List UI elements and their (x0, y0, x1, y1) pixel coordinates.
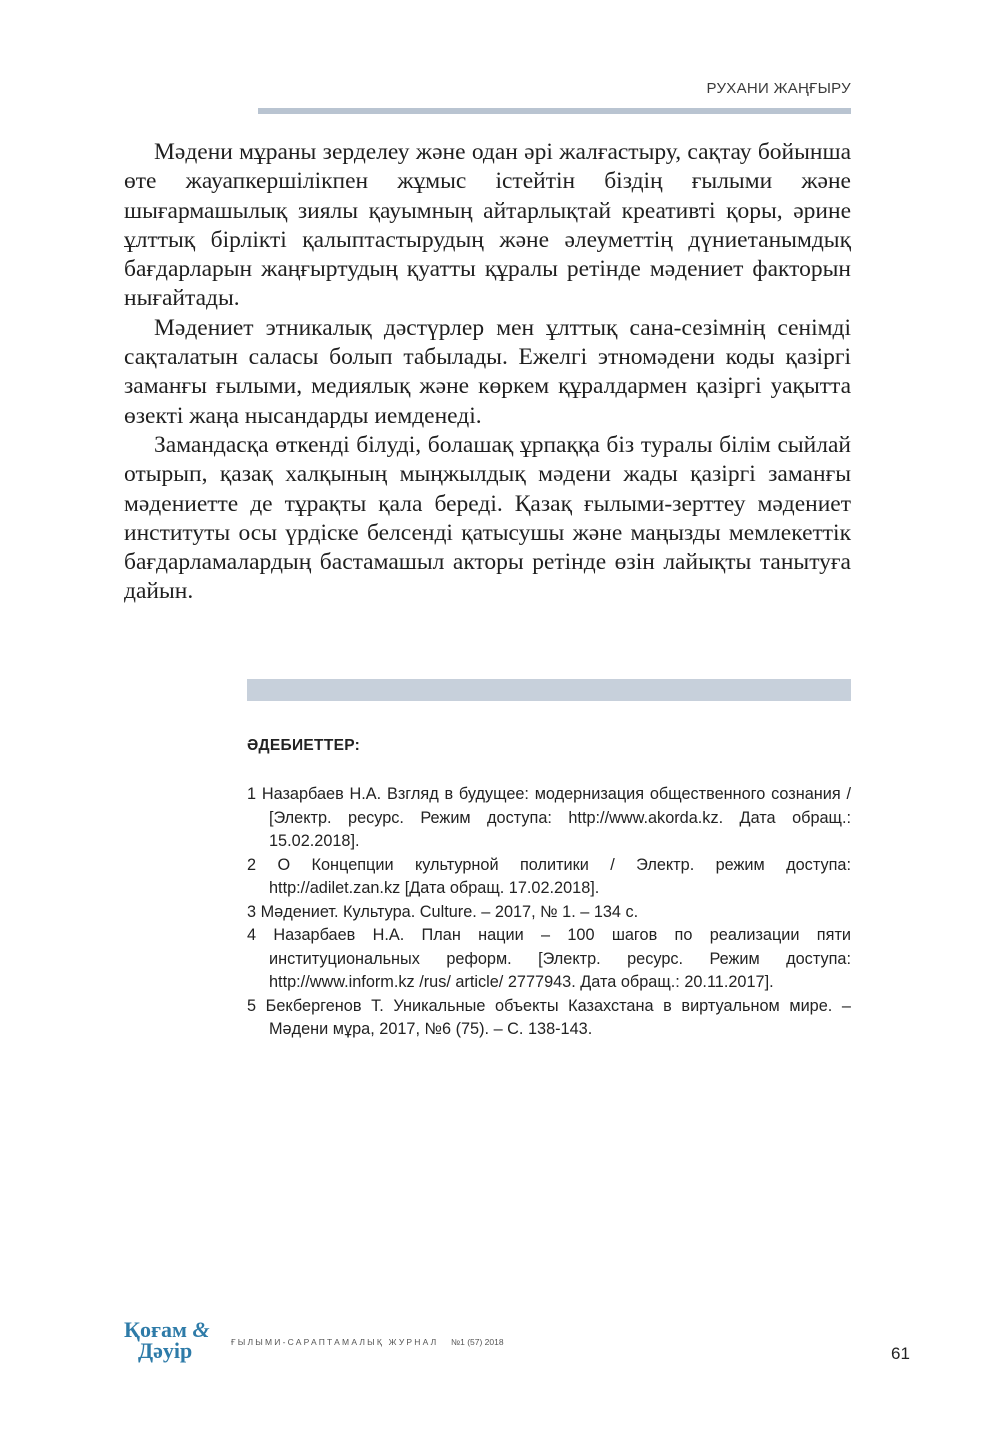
references-heading: ӘДЕБИЕТТЕР: (247, 737, 361, 754)
journal-name: ҒЫЛЫМИ-САРАПТАМАЛЫҚ ЖУРНАЛ (231, 1337, 439, 1347)
reference-item: 4 Назарбаев Н.А. План нации – 100 шагов по реализации пяти институциональных реформ. [Электр. ресурс. Режим доступа: http://www.inform.kz /rus/ article/ 2777943. Дата обращ.: 20.11.2017]. (247, 926, 851, 991)
paragraph: Замандасқа өткенді білуді, болашақ ұрпаққа біз туралы білім сыйлай отырып, қазақ халқының мыңжылдық мәдени жады қазіргі заманғы мәдениетте де тұрақты қала береді. Қазақ ғылыми-зерттеу мәдениет институты осы үрдіске белсенді қатысушы және маңызды мемлекеттік бағдарламалардың бастамашыл акторы ретінде өзін лайықты танытуға дайын. (124, 431, 851, 605)
references-band (247, 679, 851, 701)
running-header: РУХАНИ ЖАҢҒЫРУ (706, 80, 851, 97)
reference-item: 5 Бекбергенов Т. Уникальные объекты Казахстана в виртуальном мире. – Мәдени мұра, 2017, №6 (75). – С. 138-143. (247, 996, 851, 1038)
reference-item: 3 Мәдениет. Культура. Culture. – 2017, № 1. – 134 с. (247, 902, 639, 921)
page-number: 61 (891, 1344, 910, 1363)
paragraph: Мәдени мұраны зерделеу және одан әрі жалғастыру, сақтау бойынша өте жауапкершілікпен жұмыс істейтін біздің ғылыми және шығармашылық зиялы қауымның айтарлықтай креативті қоры, әрине ұлттық бірлікті қалыптастырудың және әлеуметтің дүниетанымдық бағдарларын жаңғыртудың қуатты құралы ретінде мәдениет факторын нығайтады. (124, 139, 851, 312)
logo-line-2: Дәуір (138, 1338, 193, 1363)
issue-number: №1 (57) 2018 (451, 1337, 504, 1347)
paragraph: Мәдениет этникалық дәстүрлер мен ұлттық сана-сезімнің сенімді сақталатын саласы болып табылады. Ежелгі этномәдени коды қазіргі заманғы ғылыми, медиялық және көркем құралдармен қазіргі уақытта өзекті жаңа нысандарды иемденеді. (124, 314, 851, 429)
logo-word-1: Қоғам (124, 1317, 187, 1342)
journal-logo (124, 1319, 210, 1361)
reference-item: 1 Назарбаев Н.А. Взгляд в будущее: модернизация общественного сознания / [Электр. ресурс. Режим доступа: http://www.akorda.kz. Дата обращ.: 15.02.2018]. (247, 785, 851, 850)
reference-item: 2 О Концепции культурной политики / Электр. режим доступа: http://adilet.zan.kz [Дата обращ. 17.02.2018]. (247, 855, 851, 897)
body-text (124, 138, 851, 607)
logo-ampersand: & (192, 1317, 210, 1342)
references-list (247, 783, 851, 1042)
header-rule (258, 108, 851, 114)
